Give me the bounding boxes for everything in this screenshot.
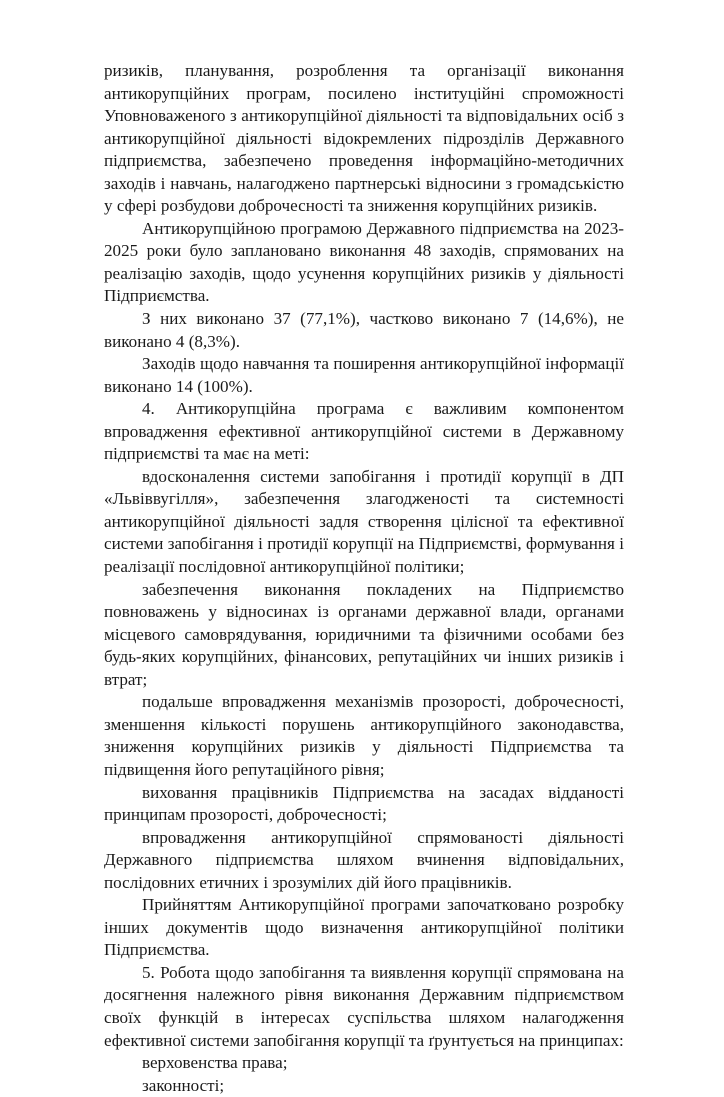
paragraph-training-measures: Заходів щодо навчання та поширення антикорупційної інформації виконано 14 (100%). bbox=[104, 354, 624, 396]
paragraph-program-2023-2025: Антикорупційною програмою Державного підприємства на 2023-2025 роки було заплановано виконання 48 заходів, спрямованих на реалізацію заходів, щодо усунення корупційних ризиків у діяльності Підприємства. bbox=[104, 218, 624, 306]
paragraph-item-4: 4. Антикорупційна програма є важливим компонентом впровадження ефективної антикорупційної системи в Державному підприємстві та має на меті: bbox=[104, 399, 624, 464]
paragraph-goal-2: забезпечення виконання покладених на Підприємство повноважень у відносинах із органами державної влади, органами місцевого самоврядування, юридичними та фізичними особами без будь-яких корупційних, фінансових, репутаційних чи інших ризиків і втрат; bbox=[104, 579, 624, 689]
paragraph-goal-4: виховання працівників Підприємства на засадах відданості принципам прозорості, доброчесності; bbox=[104, 782, 624, 825]
paragraph-goal-1: вдосконалення системи запобігання і протидії корупції в ДП «Львіввугілля», забезпечення злагодженості та системності антикорупційної діяльності задля створення цілісної та ефективної системи запобігання і протидії корупції на Підприємстві, формування і реалізації послідовної антикорупційної політики; bbox=[104, 466, 624, 577]
paragraph-goal-3: подальше впровадження механізмів прозорості, доброчесності, зменшення кількості порушень антикорупційного законодавства, зниження корупційних ризиків у діяльності Підприємства та підвищення його репутаційного рівня; bbox=[104, 692, 624, 779]
paragraph-item-5: 5. Робота щодо запобігання та виявлення корупції спрямована на досягнення належного рівня виконання Державним підприємством своїх функцій в інтересах суспільства шляхом налагодження ефективної системи запобігання корупції та ґрунтується на принципах: bbox=[104, 962, 624, 1050]
paragraph-adoption: Прийняттям Антикорупційної програми започатковано розробку інших документів щодо визначення антикорупційної політики Підприємства. bbox=[104, 895, 624, 960]
document-text-column bbox=[104, 60, 624, 1097]
paragraph-goal-5: впровадження антикорупційної спрямованості діяльності Державного підприємства шляхом вчинення відповідальних, послідовних етичних і зрозумілих дій його працівників. bbox=[104, 827, 624, 892]
paragraph-principle-2: законності; bbox=[142, 1075, 225, 1095]
paragraph-principle-1: верховенства права; bbox=[142, 1053, 288, 1073]
paragraph-continued-risks: ризиків, планування, розроблення та організації виконання антикорупційних програм, посилено інституційні спроможності Уповноваженого з антикорупційної діяльності та відповідальних осіб з антикорупційної діяльності відокремлених підрозділів Державного підприємства, забезпечено проведення інформаційно-методичних заходів і навчань, налагоджено партнерські відносини з громадськістю у сфері розбудови доброчесності та зниження корупційних ризиків. bbox=[104, 61, 624, 216]
paragraph-execution-stats: З них виконано 37 (77,1%), частково виконано 7 (14,6%), не виконано 4 (8,3%). bbox=[104, 309, 624, 351]
